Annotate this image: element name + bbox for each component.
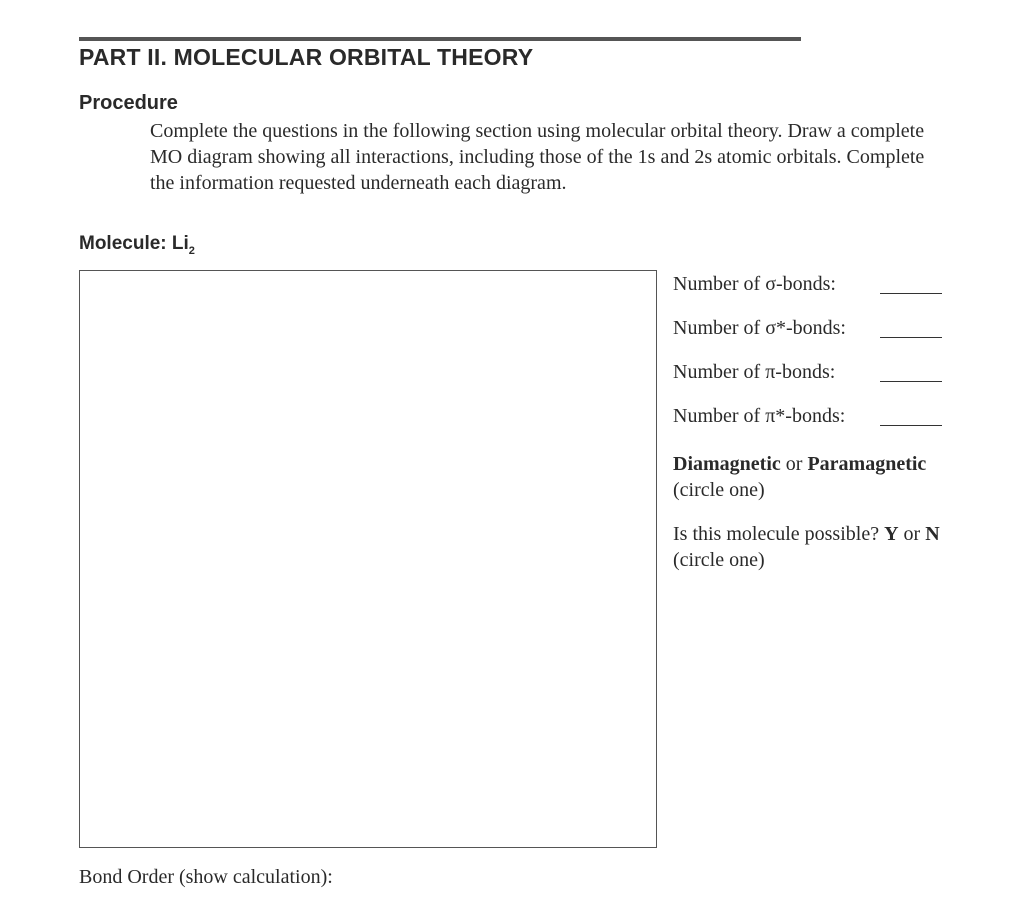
- procedure-heading: Procedure: [79, 92, 178, 114]
- sigma-bonds-blank[interactable]: [880, 293, 942, 294]
- procedure-text: Complete the questions in the following section using molecular orbital theory. Draw a complete MO diagram showing all interactions, including those of the 1s and 2s atomic orbitals. Complete the information requested underneath each diagram.: [150, 120, 925, 194]
- sigma-bonds-label: Number of σ-bonds:: [673, 273, 836, 295]
- possible-note: (circle one): [673, 549, 765, 571]
- sigma-star-bonds-row: [673, 317, 1003, 361]
- pi-bonds-row: [673, 361, 1003, 405]
- possible-question-text: Is this molecule possible?: [673, 523, 885, 545]
- bond-order-label: Bond Order (show calculation):: [79, 866, 333, 888]
- sigma-star-bonds-blank[interactable]: [880, 337, 942, 338]
- pi-star-bonds-label: Number of π*-bonds:: [673, 405, 846, 427]
- magnetism-or: or: [780, 453, 808, 475]
- possible-question: [673, 521, 1003, 573]
- molecule-label: [79, 233, 195, 257]
- pi-star-bonds-row: [673, 405, 1003, 449]
- molecule-label-text: Molecule: Li: [79, 233, 189, 254]
- sigma-star-bonds-label: Number of σ*-bonds:: [673, 317, 846, 339]
- molecule-subscript: 2: [188, 245, 195, 257]
- magnetism-note: (circle one): [673, 479, 765, 501]
- mo-diagram-box[interactable]: [79, 270, 657, 848]
- possible-or: or: [898, 523, 926, 545]
- diamagnetic-option[interactable]: Diamagnetic: [673, 453, 781, 475]
- question-panel: [673, 273, 1003, 573]
- pi-bonds-blank[interactable]: [880, 381, 942, 382]
- part-title: PART II. MOLECULAR ORBITAL THEORY: [79, 44, 534, 70]
- pi-star-bonds-blank[interactable]: [880, 425, 942, 426]
- pi-bonds-label: Number of π-bonds:: [673, 361, 836, 383]
- paramagnetic-option[interactable]: Paramagnetic: [807, 453, 927, 475]
- yes-option[interactable]: Y: [884, 523, 899, 545]
- sigma-bonds-row: [673, 273, 1003, 317]
- magnetism-question: [673, 451, 1003, 503]
- top-rule: [79, 37, 801, 41]
- no-option[interactable]: N: [925, 523, 940, 545]
